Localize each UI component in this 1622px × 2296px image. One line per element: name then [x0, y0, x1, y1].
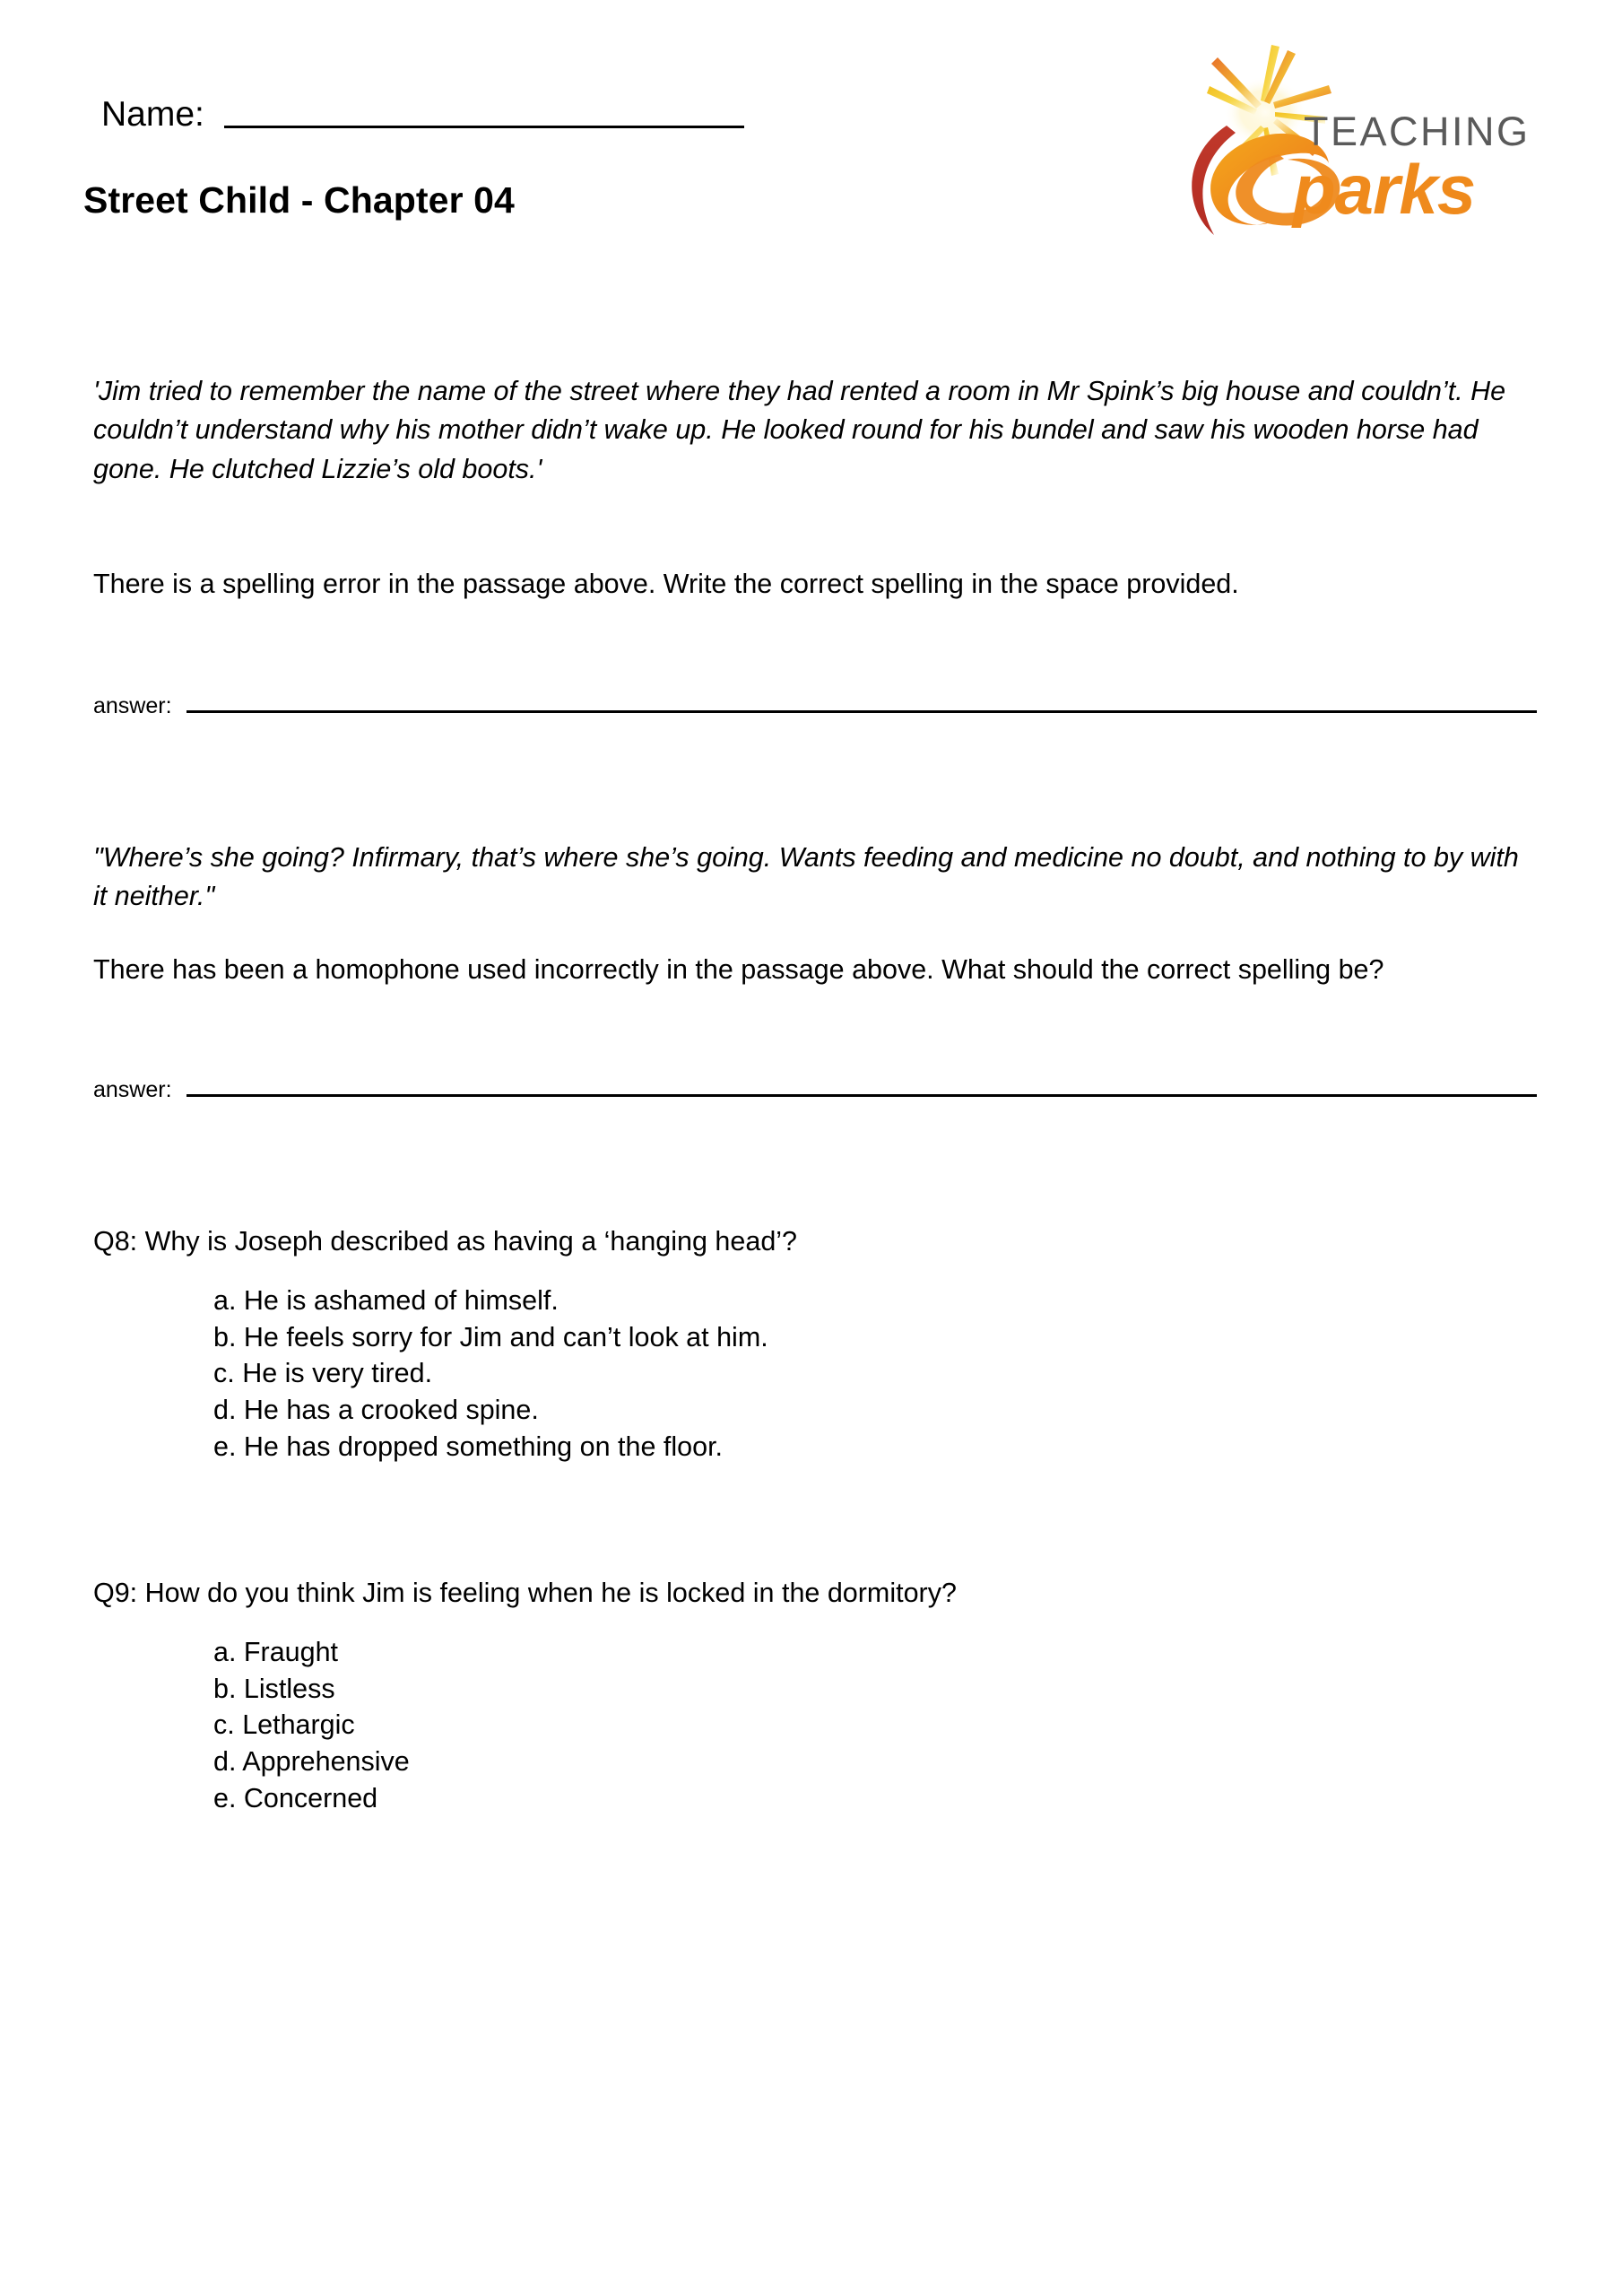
q9-option-list [213, 1634, 1537, 1816]
q8-option-c[interactable]: c. He is very tired. [213, 1358, 433, 1389]
q8-option-a[interactable]: a. He is ashamed of himself. [213, 1285, 559, 1317]
q8-option-d[interactable]: d. He has a crooked spine. [213, 1394, 539, 1425]
question-prompt-q7: There has been a homophone used incorrectly in the passage above. What should the correct spelling be? [93, 954, 1384, 985]
name-label: Name: [101, 95, 204, 134]
name-field-row [101, 97, 744, 132]
question-prompt-q6: There is a spelling error in the passage above. Write the correct spelling in the space provided. [93, 569, 1239, 599]
page-header [0, 0, 1622, 269]
question-block-q9 [93, 1574, 1537, 1816]
q9-question-text: Q9: How do you think Jim is feeling when he is locked in the dormitory? [93, 1578, 957, 1608]
q7-answer-label: answer: [93, 1077, 172, 1102]
q9-option-a[interactable]: a. Fraught [213, 1637, 339, 1668]
q7-answer-row [93, 1079, 1537, 1101]
q9-option-e[interactable]: e. Concerned [213, 1782, 378, 1813]
question-block-q8 [93, 1222, 1537, 1465]
q8-option-e[interactable]: e. He has dropped something on the floor. [213, 1431, 724, 1462]
name-input-line[interactable] [224, 126, 744, 128]
q8-question-text: Q8: Why is Joseph described as having a ‘hanging head’? [93, 1226, 798, 1257]
page-title: Street Child - Chapter 04 [83, 179, 515, 221]
teaching-sparks-logo [1162, 20, 1574, 244]
logo-sparks-text: parks [1293, 150, 1476, 229]
q9-option-d[interactable]: d. Apprehensive [213, 1745, 410, 1777]
q9-option-c[interactable]: c. Lethargic [213, 1709, 355, 1741]
q9-option-b[interactable]: b. Listless [213, 1673, 335, 1704]
q8-option-list [213, 1283, 1537, 1465]
q6-passage: 'Jim tried to remember the name of the street where they had rented a room in Mr Spink’s big house and couldn’t. He couldn’t understand why his mother didn’t wake up. He looked round for his bundel and saw his wooden horse had gone. He clutched Lizzie’s old boots.' [93, 376, 1506, 484]
question-block-q7 [93, 839, 1537, 917]
q6-answer-label: answer: [93, 693, 172, 718]
q6-answer-row [93, 695, 1537, 718]
logo-teaching-text: TEACHING [1304, 109, 1531, 154]
q7-passage: "Where’s she going? Infirmary, that’s where she’s going. Wants feeding and medicine no doubt, and nothing to by with it neither." [93, 842, 1519, 912]
q6-answer-input-line[interactable] [186, 710, 1537, 713]
q7-answer-input-line[interactable] [186, 1094, 1537, 1097]
question-block-q6 [93, 372, 1537, 489]
q8-option-b[interactable]: b. He feels sorry for Jim and can’t look at him. [213, 1321, 768, 1352]
